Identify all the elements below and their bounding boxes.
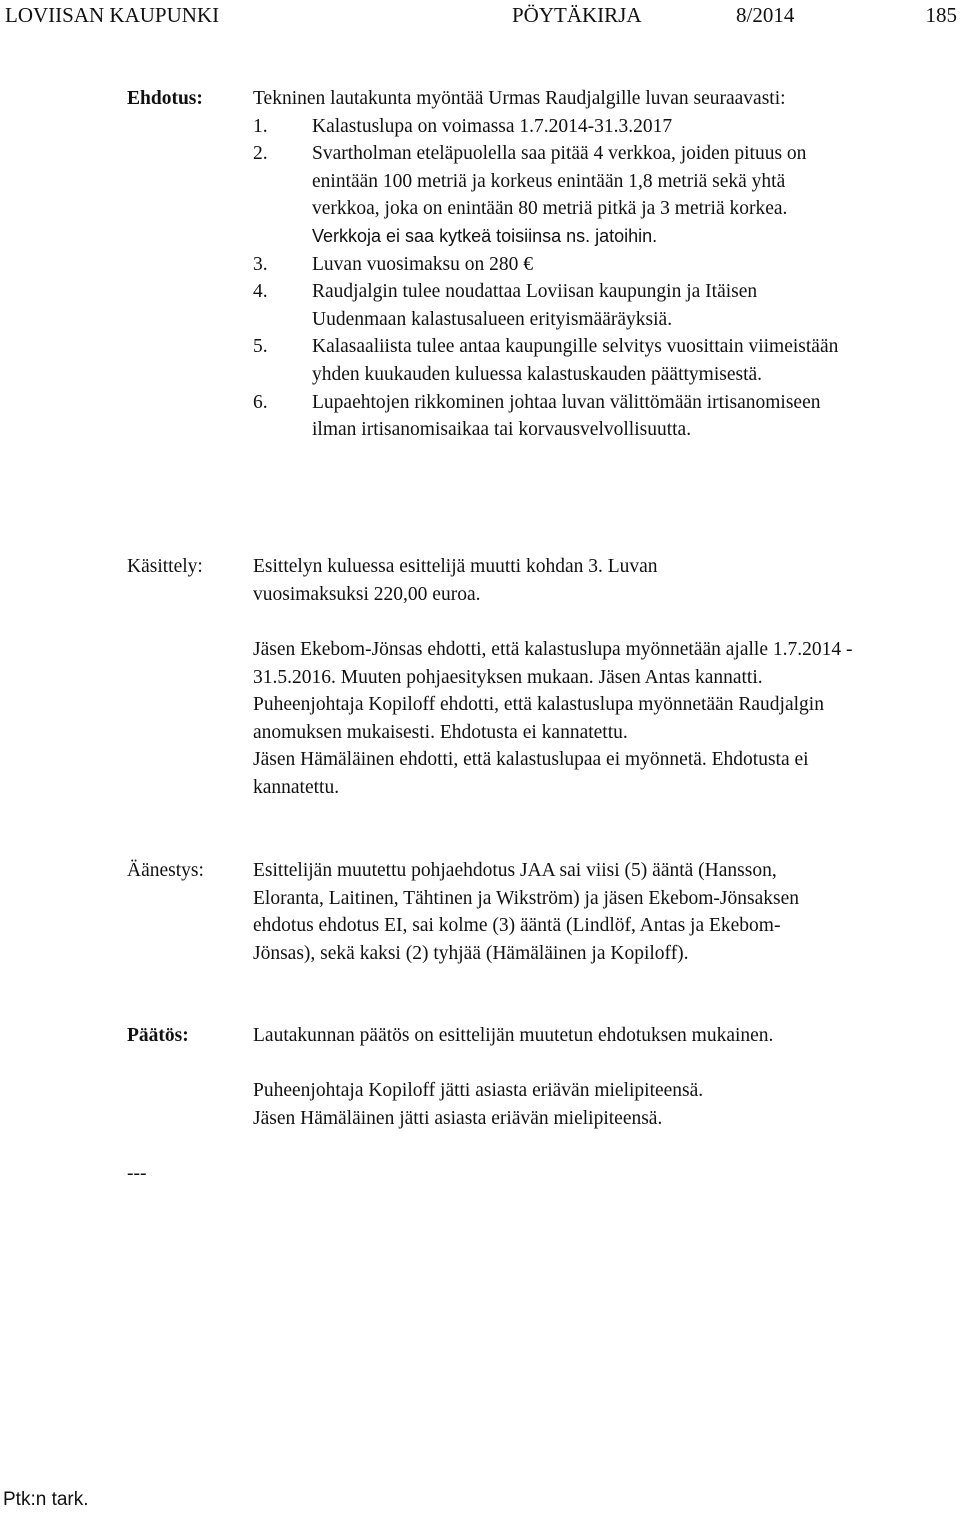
condition-text: Kalastuslupa on voimassa 1.7.2014-31.3.2017 [312,115,673,137]
handling-paragraph: Jäsen Ekebom-Jönsas ehdotti, että kalastuslupa myönnetään ajalle 1.7.2014 - 31.5.2016. Muuten pohjaesityksen mukaan. Jäsen Antas kannatti. [253,639,853,688]
vote-content [253,857,833,967]
decision-text: Lautakunnan päätös on esittelijän muutetun ehdotuksen mukainen. [253,1025,774,1046]
proposal-label: Ehdotus: [127,88,203,109]
handling-paragraph: Esittelyn kuluessa esittelijä muutti kohdan 3. Luvan vuosimaksuksi 220,00 euroa. [253,556,658,605]
proposal-content [253,85,853,444]
condition-number: 3. [253,253,268,275]
dissent-note: Jäsen Hämäläinen jätti asiasta eriävän mielipiteensä. [253,1107,663,1129]
footer-check: Ptk:n tark. [3,1489,89,1510]
condition-item [253,278,853,333]
handling-content-2 [253,636,883,802]
condition-item [253,113,853,141]
section-separator: --- [127,1163,147,1184]
proposal-intro: Tekninen lautakunta myöntää Urmas Raudjalgille luvan seuraavasti: [253,88,786,109]
decision-content [253,1022,913,1050]
vote-label: Äänestys: [127,860,204,881]
condition-number: 6. [253,391,268,413]
condition-text: Raudjalgin tulee noudattaa Loviisan kaupungin ja Itäisen Uudenmaan kalastusalueen erityismääräyksiä. [312,281,758,330]
handling-paragraph: Puheenjohtaja Kopiloff ehdotti, että kalastuslupa myönnetään Raudjalgin anomuksen mukaisesti. Ehdotusta ei kannatettu. [253,694,824,743]
conditions-list [253,113,853,444]
condition-text: Lupaehtojen rikkominen johtaa luvan välittömään irtisanomiseen ilman irtisanomisaikaa tai korvausvelvollisuutta. [312,391,821,441]
handling-label: Käsittely: [127,556,203,577]
handling-content [253,553,753,608]
condition-number: 1. [253,115,268,137]
decision-notes [253,1077,893,1132]
decision-label: Päätös: [127,1025,189,1046]
condition-text: Luvan vuosimaksu on 280 € [312,253,533,275]
document-number: 8/2014 [736,3,795,27]
dissent-note: Puheenjohtaja Kopiloff jätti asiasta eriävän mielipiteensä. [253,1080,704,1101]
condition-text: Svartholman eteläpuolella saa pitää 4 verkkoa, joiden pituus on enintään 100 metriä ja korkeus enintään 1,8 metriä sekä yhtä verkkoa, joka on enintään 80 metriä pitkä ja 3 metriä korkea. [312,143,807,220]
condition-item [253,251,853,279]
condition-number: 5. [253,336,268,358]
condition-item [253,389,853,444]
document-type: PÖYTÄKIRJA [512,3,642,27]
condition-item [253,140,853,250]
page-header [0,0,960,30]
condition-number: 4. [253,281,268,303]
vote-text: Esittelijän muutettu pohjaehdotus JAA sai viisi (5) ääntä (Hansson, Eloranta, Laitinen, Tähtinen ja Wikström) ja jäsen Ekebom-Jönsaksen ehdotus ehdotus EI, sai kolme (3) ääntä (Lindlöf, Antas ja Ekebom-Jönsas), sekä kaksi (2) tyhjää (Hämäläinen ja Kopiloff). [253,860,799,964]
condition-text: Kalasaaliista tulee antaa kaupungille selvitys vuosittain viimeistään yhden kuukauden kuluessa kalastuskauden päättymisestä. [312,336,839,385]
condition-text-extra: Verkkoja ei saa kytkeä toisiinsa ns. jatoihin. [312,225,658,246]
condition-item [253,333,853,388]
page-number: 185 [925,3,957,27]
handling-paragraph: Jäsen Hämäläinen ehdotti, että kalastuslupaa ei myönnetä. Ehdotusta ei kannatettu. [253,749,809,798]
condition-number: 2. [253,143,268,165]
city-name: LOVIISAN KAUPUNKI [5,3,220,27]
